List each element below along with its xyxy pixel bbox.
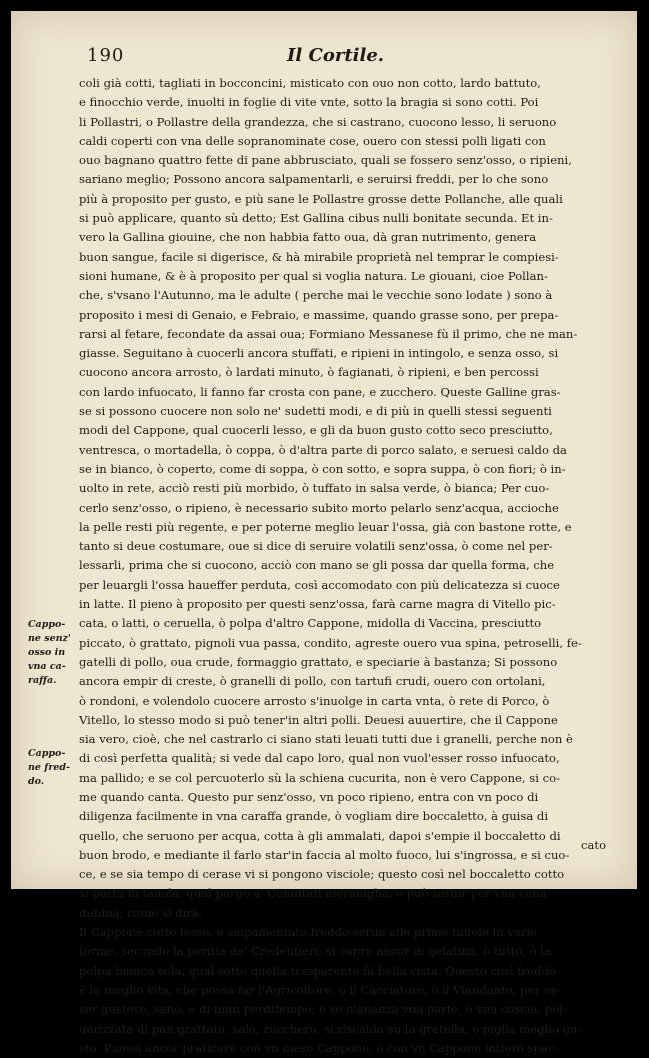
text-line: è la meglio vita, che possa far l'Agricoltore, o il Cacciatore, ò il Viandante, per es-: [79, 982, 561, 997]
catchword: cato: [581, 838, 607, 852]
text-line: di così perfetta qualità; si vede dal capo loro, qual non vuol'esser rosso infuocato,: [79, 751, 560, 766]
text-line: caldi coperti con vna delle sopranominate cose, ouero con stessi polli ligati con: [79, 133, 546, 148]
text-line: sia vero, cioè, che nel castrarlo ci siano stati leuati tutti due i granelli, perche non è: [79, 732, 573, 747]
book-page: [11, 11, 637, 1055]
text-line: buon brodo, e mediante il farlo star'in faccia al molto fuoco, lui s'ingrossa, e si cuo-: [79, 847, 570, 862]
text-line: ouo bagnano quattro fette di pane abbrusciato, quali se fossero senz'osso, o ripieni,: [79, 153, 572, 168]
text-line: sioni humane, & è à proposito per qual si voglia natura. Le giouani, cioe Pollan-: [79, 268, 548, 283]
text-line: sto. Puossi ancor praticare con vn mezo Cappone, ò con vn Cappone intiero spac-: [79, 1040, 559, 1055]
text-line: gatelli di pollo, oua crude, formaggio grattato, e speciarie à bastanza; Si possono: [79, 654, 558, 669]
text-line: ò rondoni, e volendolo cuocere arrosto s'inuolge in carta vnta, ò rete di Porco, ò: [79, 693, 550, 708]
text-line: se si possono cuocere non solo ne' sudetti modi, e di più in quelli stessi seguenti: [79, 404, 552, 419]
text-line: si porta in tauola. qual porge a' Conuitati meraniglia, e può seruir per vna cena: [79, 886, 547, 901]
text-line: vero la Gallina giouine, che non habbia fatto oua, dà gran nutrimento, genera: [79, 230, 537, 245]
text-line: cerlo senz'osso, o ripieno, è necessario subito morto pelarlo senz'acqua, accioche: [79, 500, 559, 515]
text-line: modi del Cappone, qual cuocerli lesso, e gli da buon gusto cotto seco presciutto,: [79, 423, 553, 438]
margin-note-line: osso in: [28, 647, 66, 658]
text-line: piccato, ò grattato, pignoli vua passa, condito, agreste ouero vua spina, petroselli, fe-: [79, 635, 582, 650]
text-line: cuocono ancora arrosto, ò lardati minuto, ò fagianati, ò ripieni, e ben percossi: [79, 365, 539, 380]
text-line: per leuargli l'ossa haueffer perduta, così accomodato con più delicatezza si cuoce: [79, 577, 560, 592]
text-line: e finocchio verde, inuolti in foglie di vite vnte, sotto la bragia si sono cotti. Poi: [79, 95, 539, 110]
text-line: ancora empir di creste, ò granelli di pollo, con tartufi crudi, ouero con ortolani,: [79, 674, 546, 689]
text-line: uerizzata di pan grattato, sale, zucchero, si riscalda sù la gratella, e piglia meglio gu-: [79, 1021, 582, 1036]
text-line: proposito i mesi di Genaio, e Febraio, e massime, quando grasse sono, per prepa-: [79, 307, 559, 322]
text-line: polpa bianca sola, qual sotto quella trasparente fà bella vista. Questo così freddo: [79, 963, 556, 978]
text-line: Il Cappone cotto lesso, e salpamentato freddo serue alle prime tauole in varie: [79, 925, 537, 940]
text-line: più à proposito per gusto, e più sane le Pollastre grosse dette Pollanche, alle quali: [79, 191, 563, 206]
page-header: [11, 45, 637, 71]
text-line: dubbia; come si dirà.: [79, 905, 203, 920]
body-text: [79, 74, 619, 1058]
text-line: se in bianco, ò coperto, come di soppa, ò con sotto, e sopra suppa, ò con fiori; ò in-: [79, 461, 566, 476]
text-line: cata, o latti, o ceruella, ò polpa d'altro Cappone, midolla di Vaccina, presciutto: [79, 616, 542, 631]
text-line: ventresca, o mortadella, ò coppa, ò d'altra parte di porco salato, e seruesi caldo da: [79, 442, 567, 457]
margin-note-line: do.: [28, 776, 45, 787]
text-line: giasse. Seguitano à cuocerli ancora stuffati, e ripieni in intingolo, e senza osso, si: [79, 346, 559, 361]
text-line: lessarli, prima che si cuocono, acciò con mano se gli possa dar quella forma, che: [79, 558, 555, 573]
text-line: li Pollastri, o Pollastre della grandezza, che si castrano, cuocono lesso, li seruono: [79, 114, 557, 129]
page-number: 190: [87, 45, 125, 66]
text-line: che, s'vsano l'Autunno, ma le adulte ( perche mai le vecchie sono lodate ) sono à: [79, 288, 553, 303]
text-line: si può applicare, quanto sù detto; Est Gallina cibus nulli bonitate secunda. Et in-: [79, 211, 553, 226]
text-line: forme, secondo la peritia de' Credentieri; si copre ancor di gelatina, ò tutto, ò la: [79, 944, 551, 959]
text-line: ce, e se sia tempo di cerase vi si pongono visciole; questo così nel boccaletto cotto: [79, 867, 565, 882]
margin-note-line: raffa.: [28, 675, 57, 686]
margin-note-line: ne fred-: [28, 762, 70, 773]
text-line: sariano meglio; Possono ancora salpamentarli, e seruirsi freddi, per lo che sono: [79, 172, 549, 187]
text-line: rarsi al fetare, fecondate da assai oua; Formiano Messanese fù il primo, che ne man-: [79, 326, 578, 341]
running-title: Il Cortile.: [287, 45, 385, 66]
text-line: ser gustoso, sano, e di niun perditempo; e se n'auanza vna parte, ò vna coscia, pol-: [79, 1002, 567, 1017]
text-line: con lardo infuocato, li fanno far crosta con pane, e zucchero. Queste Galline gras-: [79, 384, 561, 399]
text-line: ma pallido; e se col percuoterlo sù la schiena cucurita, non è vero Cappone, si co-: [79, 770, 561, 785]
text-line: buon sangue, facile si digerisce, & hà mirabile proprietà nel temprar le compiesi-: [79, 249, 559, 264]
margin-note-cappone-freddo: [28, 747, 82, 789]
text-line: in latte. Il pieno à proposito per questi senz'ossa, farà carne magra di Vitello pic-: [79, 597, 556, 612]
text-line: la pelle resti più regente, e per poterne meglio leuar l'ossa, già con bastone rotte, e: [79, 519, 572, 534]
text-line: coli già cotti, tagliati in bocconcini, misticato con ouo non cotto, lardo battuto,: [79, 76, 541, 90]
margin-note-line: Cappo-: [28, 619, 66, 630]
text-line: tanto si deue costumare, oue si dice di seruire volatili senz'ossa, ò come nel per-: [79, 539, 553, 554]
text-line: Vitello, lo stesso modo si può tener'in altri polli. Deuesi auuertire, che il Cappone: [79, 712, 558, 727]
margin-note-line: Cappo-: [28, 748, 66, 759]
text-line: quello, che seruono per acqua, cotta à gli ammalati, dapoi s'empie il boccaletto di: [79, 828, 561, 843]
margin-note-line: vna ca-: [28, 661, 66, 672]
text-line: diligenza facilmente in vna caraffa grande, ò vogliam dire boccaletto, à guisa di: [79, 809, 549, 824]
text-line: me quando canta. Questo pur senz'osso, vn poco ripieno, entra con vn poco di: [79, 789, 539, 804]
margin-note-cappone-in-caraffa: [28, 618, 82, 688]
text-line: uolto in rete, acciò resti più morbido, ò tuffato in salsa verde, ò bianca; Per cuo-: [79, 481, 550, 496]
margin-note-line: ne senz': [28, 633, 71, 644]
